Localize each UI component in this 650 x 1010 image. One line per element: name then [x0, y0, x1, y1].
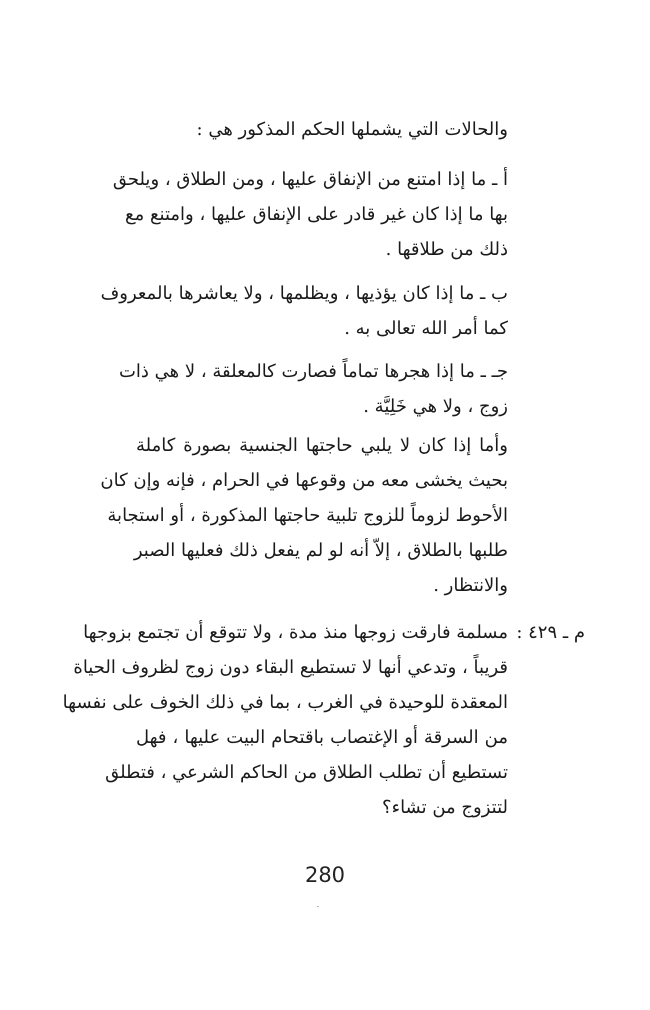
- question-line-1: مسلمة فارقت زوجها منذ مدة ، ولا تتوقع أن تجتمع بزوجها: [83, 622, 508, 643]
- footer-mark: [317, 906, 319, 907]
- case-b-line-2: كما أمر الله تعالى به .: [344, 318, 508, 339]
- closing-line-5: والانتظار .: [433, 575, 508, 596]
- case-c-line-2: زوج ، ولا هي خَلِيَّة .: [363, 396, 508, 417]
- question-line-2: قريباً ، وتدعي أنها لا تستطيع البقاء دون زوج لظروف الحياة: [73, 657, 508, 678]
- closing-line-3: الأحوط لزوماً للزوج تلبية حاجتها المذكورة ، أو استجابة: [107, 505, 508, 526]
- case-a-line-3: ذلك من طلاقها .: [385, 239, 508, 260]
- closing-line-4: طلبها بالطلاق ، إلاّ أنه لو لم يفعل ذلك فعليها الصبر: [133, 540, 508, 561]
- closing-line-2: بحيث يخشى معه من وقوعها في الحرام ، فإنه وإن كان: [100, 470, 508, 491]
- closing-line-1: وأما إذا كان لا يلبي حاجتها الجنسية بصورة كاملة: [136, 435, 508, 456]
- case-c-line-1: جـ ـ ما إذا هجرها تماماً فصارت كالمعلقة ، لا هي ذات: [118, 361, 508, 382]
- question-number: م ـ ٤٢٩ :: [516, 622, 585, 643]
- case-b-line-1: ب ـ ما إذا كان يؤذيها ، ويظلمها ، ولا يعاشرها بالمعروف: [100, 283, 508, 304]
- question-line-6: لتتزوج من تشاء؟: [382, 797, 508, 818]
- question-line-3: المعقدة للوحيدة في الغرب ، بما في ذلك الخوف على نفسها: [62, 692, 508, 713]
- case-a-line-2: بها ما إذا كان غير قادر على الإنفاق عليها ، وامتنع مع: [125, 204, 508, 225]
- question-line-4: من السرقة أو الإغتصاب باقتحام البيت عليها ، فهل: [136, 727, 508, 748]
- page-number: 280: [304, 863, 346, 887]
- intro-line: والحالات التي يشملها الحكم المذكور هي :: [196, 119, 508, 140]
- question-line-5: تستطيع أن تطلب الطلاق من الحاكم الشرعي ، فتطلق: [105, 762, 508, 783]
- case-a-line-1: أ ـ ما إذا امتنع من الإنفاق عليها ، ومن الطلاق ، ويلحق: [112, 169, 508, 190]
